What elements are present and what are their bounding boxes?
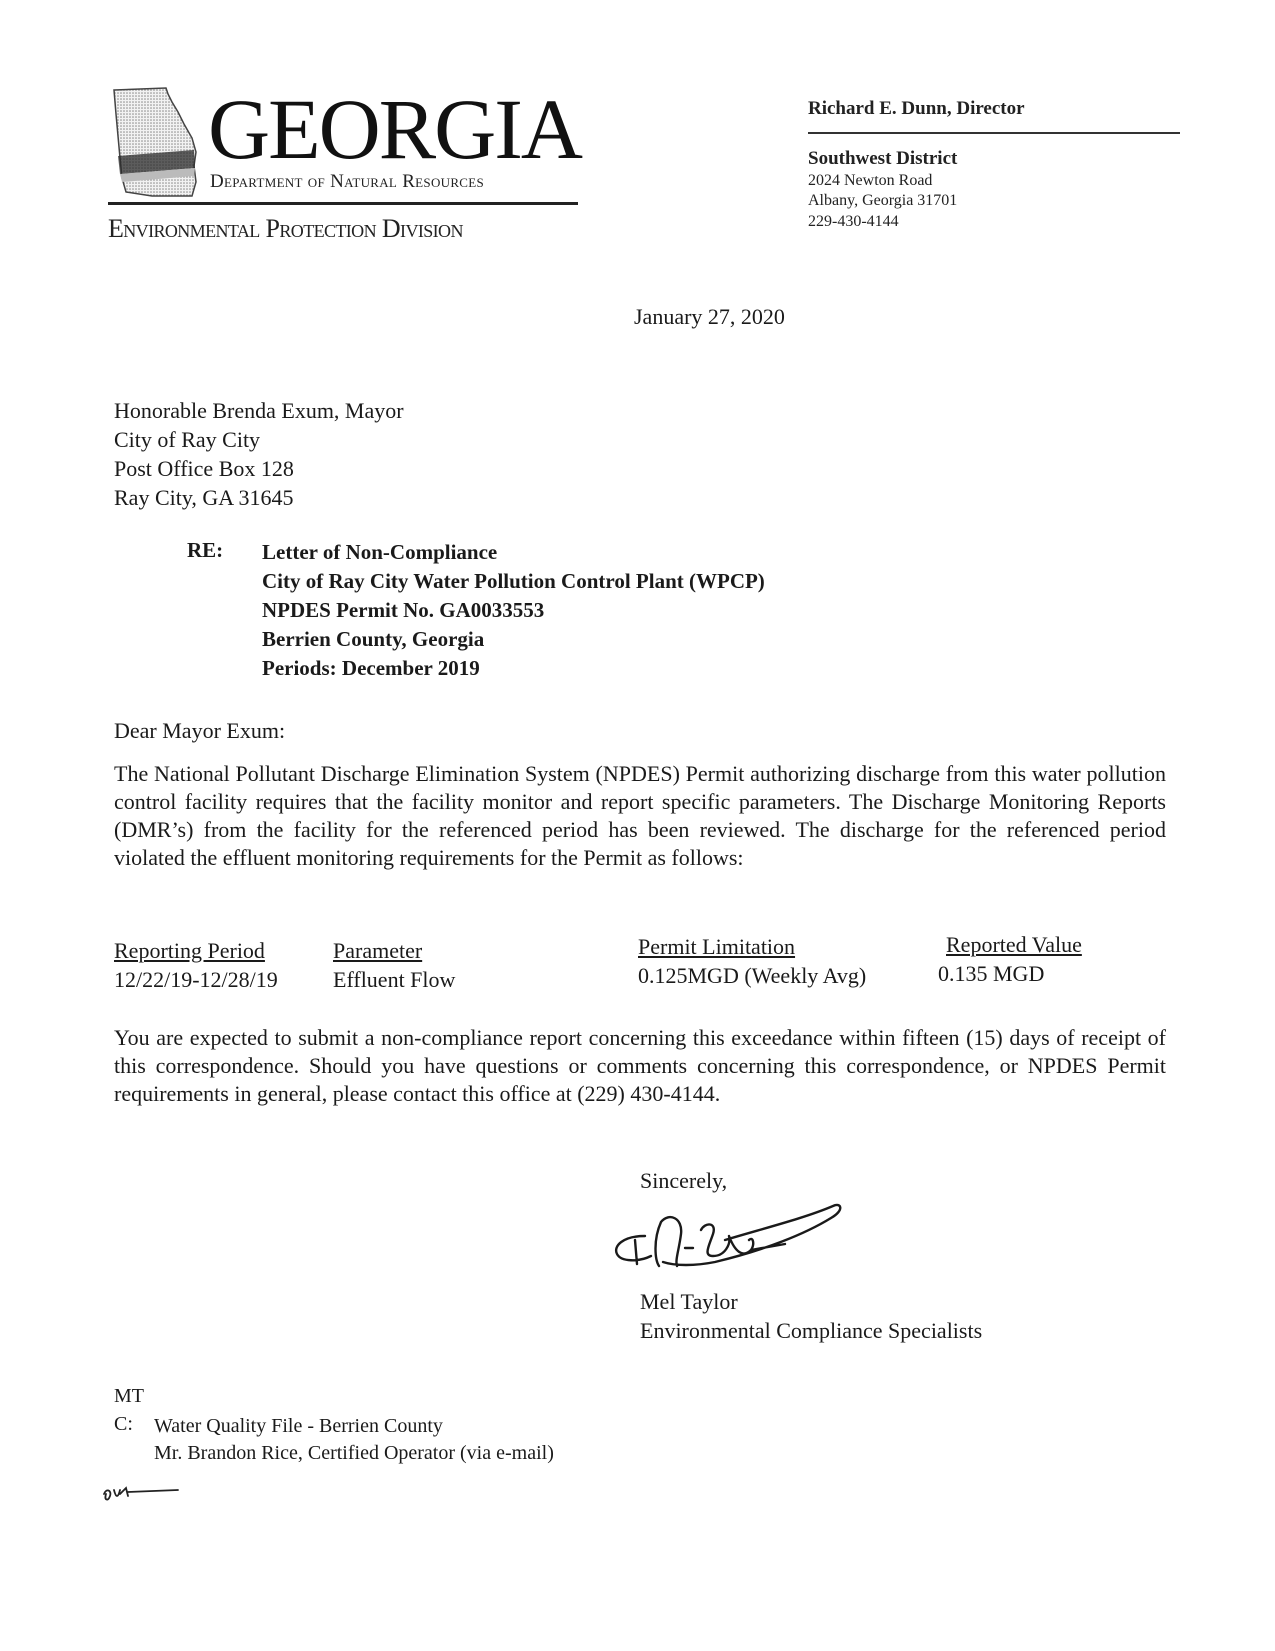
signer-block [640,1287,982,1345]
signer-title: Environmental Compliance Specialists [640,1318,983,1343]
letter-date: January 27, 2020 [634,304,785,329]
recipient-line: Post Office Box 128 [114,456,294,481]
salutation: Dear Mayor Exum: [114,718,286,743]
table-cell: 0.135 MGD [938,961,1045,986]
subject-line: City of Ray City Water Pollution Control Plant (WPCP) [262,569,765,593]
cc-item: Water Quality File - Berrien County [154,1415,443,1437]
recipient-line: Ray City, GA 31645 [114,485,294,510]
table-header: Reporting Period [114,938,265,963]
director-name: Richard E. Dunn, Director [808,98,1025,119]
typist-initials: MT [114,1385,144,1407]
division-name: Environmental Protection Division [108,214,463,243]
table-cell: Effluent Flow [333,967,456,992]
logo-subtitle: Department of Natural Resources [210,171,485,192]
table-header: Parameter [333,938,423,963]
recipient-line: Honorable Brenda Exum, Mayor [114,398,404,423]
handwritten-signature [605,1200,855,1290]
table-header: Permit Limitation [638,934,796,959]
subject-line: Periods: December 2019 [262,656,480,680]
director-rule [808,132,1180,134]
table-cell: 12/22/19-12/28/19 [114,967,278,992]
handwritten-mark [100,1480,180,1504]
recipient-address [114,396,404,512]
closing: Sincerely, [640,1168,728,1193]
subject-line: Letter of Non-Compliance [262,540,498,564]
logo-title: GEORGIA [208,81,581,177]
signer-name: Mel Taylor [640,1289,738,1314]
subject-line: Berrien County, Georgia [262,627,485,651]
district-name: Southwest District [808,148,958,169]
table-cell: 0.125MGD (Weekly Avg) [638,963,867,988]
cc-label: C: [114,1413,133,1435]
cc-list [154,1413,554,1467]
address-line: Albany, Georgia 31701 [808,192,958,209]
cc-item: Mr. Brandon Rice, Certified Operator (via e-mail) [154,1442,554,1464]
body-paragraph: The National Pollutant Discharge Elimination System (NPDES) Permit authorizing discharge from this water pollution control facility requires that the facility monitor and report specific parameters. The Discharge Monitoring Reports (DMR’s) from the facility for the referenced period has been reviewed. The discharge for the referenced period violated the effluent monitoring requirements for the Permit as follows: [114,761,1166,870]
georgia-state-map-icon [108,86,200,198]
recipient-line: City of Ray City [114,427,261,452]
table-header: Reported Value [946,932,1082,957]
subject-line: NPDES Permit No. GA0033553 [262,598,545,622]
address-line: 2024 Newton Road [808,172,933,189]
body-paragraph: You are expected to submit a non-compliance report concerning this exceedance within fifteen (15) days of receipt of this correspondence. Should you have questions or comments concerning this correspondence, or NPDES Permit requirements in general, please contact this office at (229) 430-4144. [114,1025,1166,1106]
subject-block [262,538,765,683]
re-label: RE: [187,538,224,562]
logo-rule [108,202,578,205]
phone-line: 229-430-4144 [808,213,899,230]
